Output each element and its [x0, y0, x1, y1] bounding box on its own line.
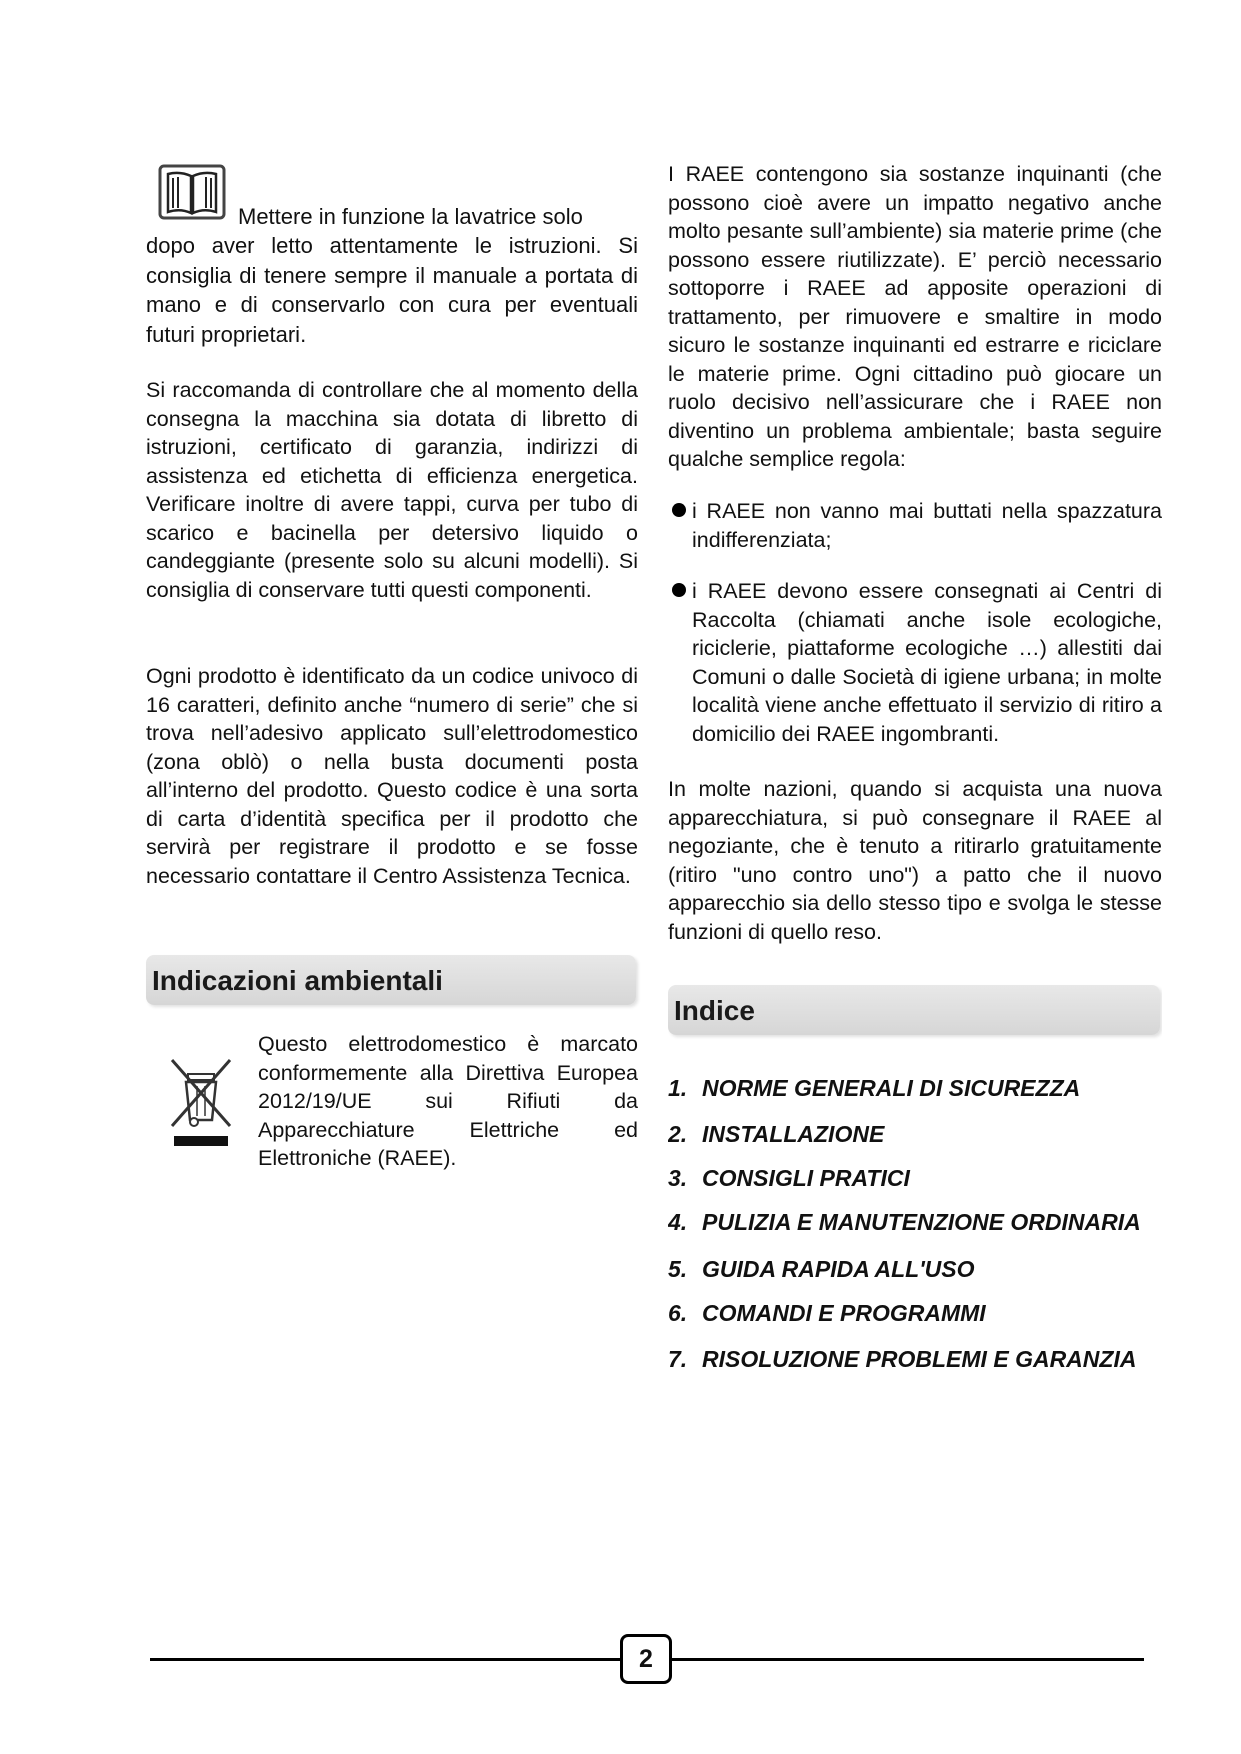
crossed-bin-weee-icon: [168, 1054, 234, 1148]
bullet-text: i RAEE non vanno mai buttati nella spazzatura indifferenziata;: [692, 499, 1162, 552]
footer-rule-left: [150, 1658, 620, 1661]
bullet-dot-icon: [672, 503, 686, 517]
raee-paragraph: I RAEE contengono sia sostanze inquinanti (che possono cioè avere un impatto negativo anche molto pesante sull’ambiente) sia materie prime (che possono essere riutilizzate). E’ perciò necessario sottoporre i RAEE ad apposite operazioni di trattamento, per rimuovere e smaltire in modo sicuro le sostanze inquinanti ed estrarre e riciclare le materie prime. Ogni cittadino può giocare un ruolo decisivo nell’assicurare che i RAEE non diventino un problema ambientale; basta seguire qualche semplice regola:: [668, 162, 1162, 471]
intro-paragraph: dopo aver letto attentamente le istruzioni. Si consiglia di tenere sempre il manuale a portata di mano e di conservarlo con cura per eventuali futuri proprietari.: [146, 233, 638, 347]
toc-item[interactable]: 2. INSTALLAZIONE: [668, 1121, 885, 1147]
toc-item[interactable]: 7. RISOLUZIONE PROBLEMI E GARANZIA: [668, 1346, 1137, 1372]
bullet-dot-icon: [672, 583, 686, 597]
toc-item[interactable]: 6. COMANDI E PROGRAMMI: [668, 1300, 986, 1326]
footer-rule-right: [672, 1658, 1144, 1661]
section-header-environment: [146, 955, 636, 1005]
bullet-text: i RAEE devono essere consegnati ai Centri di Raccolta (chiamati anche isole ecologiche, riciclerie, piattaforme ecologiche …) allestiti dai Comuni o dalle Società di igiene urbana; in molte località viene anche effettuato il servizio di ritiro a domicilio dei RAEE ingombranti.: [692, 579, 1162, 746]
toc-item[interactable]: 5. GUIDA RAPIDA ALL'USO: [668, 1256, 975, 1282]
weee-directive-text: Questo elettrodomestico è marcato conformemente alla Direttiva Europea 2012/19/UE sui Rifiuti da Apparecchiature Elettriche ed Elettroniche (RAEE).: [258, 1032, 638, 1170]
serial-number-paragraph: Ogni prodotto è identificato da un codice univoco di 16 caratteri, definito anche “numero di serie” che si trova nell’adesivo applicato sull’elettrodomestico (zona oblò) o nella busta documenti posta all’interno del prodotto. Questo codice è una sorta di carta d’identità specifica per il prodotto che servirà per registrare il prodotto e se fosse necessario contattare il Centro Assistenza Tecnica.: [146, 664, 638, 888]
section-header-index: [668, 985, 1160, 1035]
retailer-paragraph: In molte nazioni, quando si acquista una nuova apparecchiatura, si può consegnare il RAEE al negoziante, che è tenuto a ritirarlo gratuitamente (ritiro "uno contro uno") a patto che il nuovo apparecchio sia dello stesso tipo e svolga le stesse funzioni di quello reso.: [668, 777, 1162, 944]
page-number: 2: [620, 1634, 672, 1684]
toc-item[interactable]: 3. CONSIGLI PRATICI: [668, 1165, 910, 1191]
section-title: Indicazioni ambientali: [152, 965, 443, 996]
bullet-item: [668, 497, 1162, 557]
right-column: [668, 0, 1162, 1400]
delivery-check-paragraph: Si raccomanda di controllare che al momento della consegna la macchina sia dotata di libretto di istruzioni, certificato di garanzia, indirizzi di assistenza ed etichetta di efficienza energetica. Verificare inoltre di avere tappi, curva per tubo di scarico e bacinella per detersivo liquido o candeggiante (presente solo su alcuni modelli). Si consiglia di conservare tutti questi componenti.: [146, 378, 638, 602]
section-title: Indice: [674, 995, 755, 1026]
toc-item[interactable]: 4. PULIZIA E MANUTENZIONE ORDINARIA: [668, 1209, 1141, 1235]
intro-first-line: Mettere in funzione la lavatrice solo: [238, 204, 583, 229]
toc-item[interactable]: 1. NORME GENERALI DI SICUREZZA: [668, 1075, 1081, 1101]
open-book-icon: [158, 162, 226, 222]
bullet-item: [668, 577, 1162, 757]
